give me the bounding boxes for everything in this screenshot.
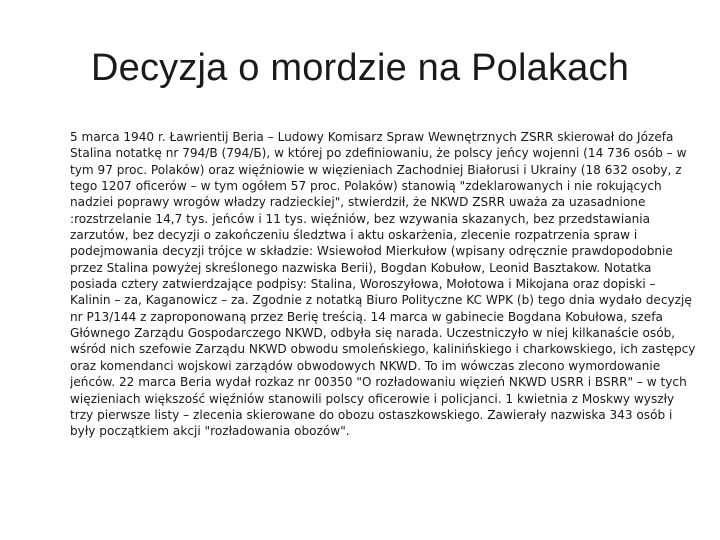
slide-title: Decyzja o mordzie na Polakach (90, 47, 630, 89)
slide-body-text: 5 marca 1940 r. Ławrientij Beria – Ludowy Komisarz Spraw Wewnętrznych ZSRR skierował do Józefa Stalina notatkę nr 794/B (794/Б), w której po zdefiniowaniu, że polscy jeńcy wojenni (14 736 osób – w tym 97 proc. Polaków) oraz więźniowie w więzieniach Zachodniej Białorusi i Ukrainy (18 632 osoby, z tego 1207 oficerów – w tym ogółem 57 proc. Polaków) stanowią "zdeklarowanych i nie rokujących nadziei poprawy wrogów władzy radzieckiej", stwierdził, że NKWD ZSRR uważa za uzasadnione :rozstrzelanie 14,7 tys. jeńców i 11 tys. więźniów, bez wzywania skazanych, bez przedstawiania zarzutów, bez decyzji o zakończeniu śledztwa i aktu oskarżenia, zlecenie rozpatrzenia spraw i podejmowania decyzji trójce w składzie: Wsiewołod Mierkułow (wpisany odręcznie prawdopodobnie przez Stalina powyżej skreślonego nazwiska Berii), Bogdan Kobułow, Leonid Basztakow. Notatka posiada cztery zatwierdzające podpisy: Stalina, Woroszyłowa, Mołotowa i Mikojana oraz dopiski – Kalinin – za, Kaganowicz – za. Zgodnie z notatką Biuro Polityczne KC WPK (b) tego dnia wydało decyzję nr P13/144 z zaproponowaną przez Berię treścią. 14 marca w gabinecie Bogdana Kobułowa, szefa Głównego Zarządu Gospodarczego NKWD, odbyła się narada. Uczestniczyło w niej kilkanaście osób, wśród nich szefowie Zarządu NKWD obwodu smoleńskiego, kalinińskiego i charkowskiego, ich zastępcy oraz komendanci wojskowi zarządów obwodowych NKWD. To im wówczas zlecono wymordowanie jeńców. 22 marca Beria wydał rozkaz nr 00350 "O rozładowaniu więzień NKWD USRR i BSRR" – w tych więzieniach większość więźniów stanowili polscy oficerowie i policjanci. 1 kwietnia z Moskwy wyszły trzy pierwsze listy – zlecenia skierowane do obozu ostaszkowskiego. Zawierały nazwiska 343 osób i były początkiem akcji "rozładowania obozów". (70, 130, 696, 439)
